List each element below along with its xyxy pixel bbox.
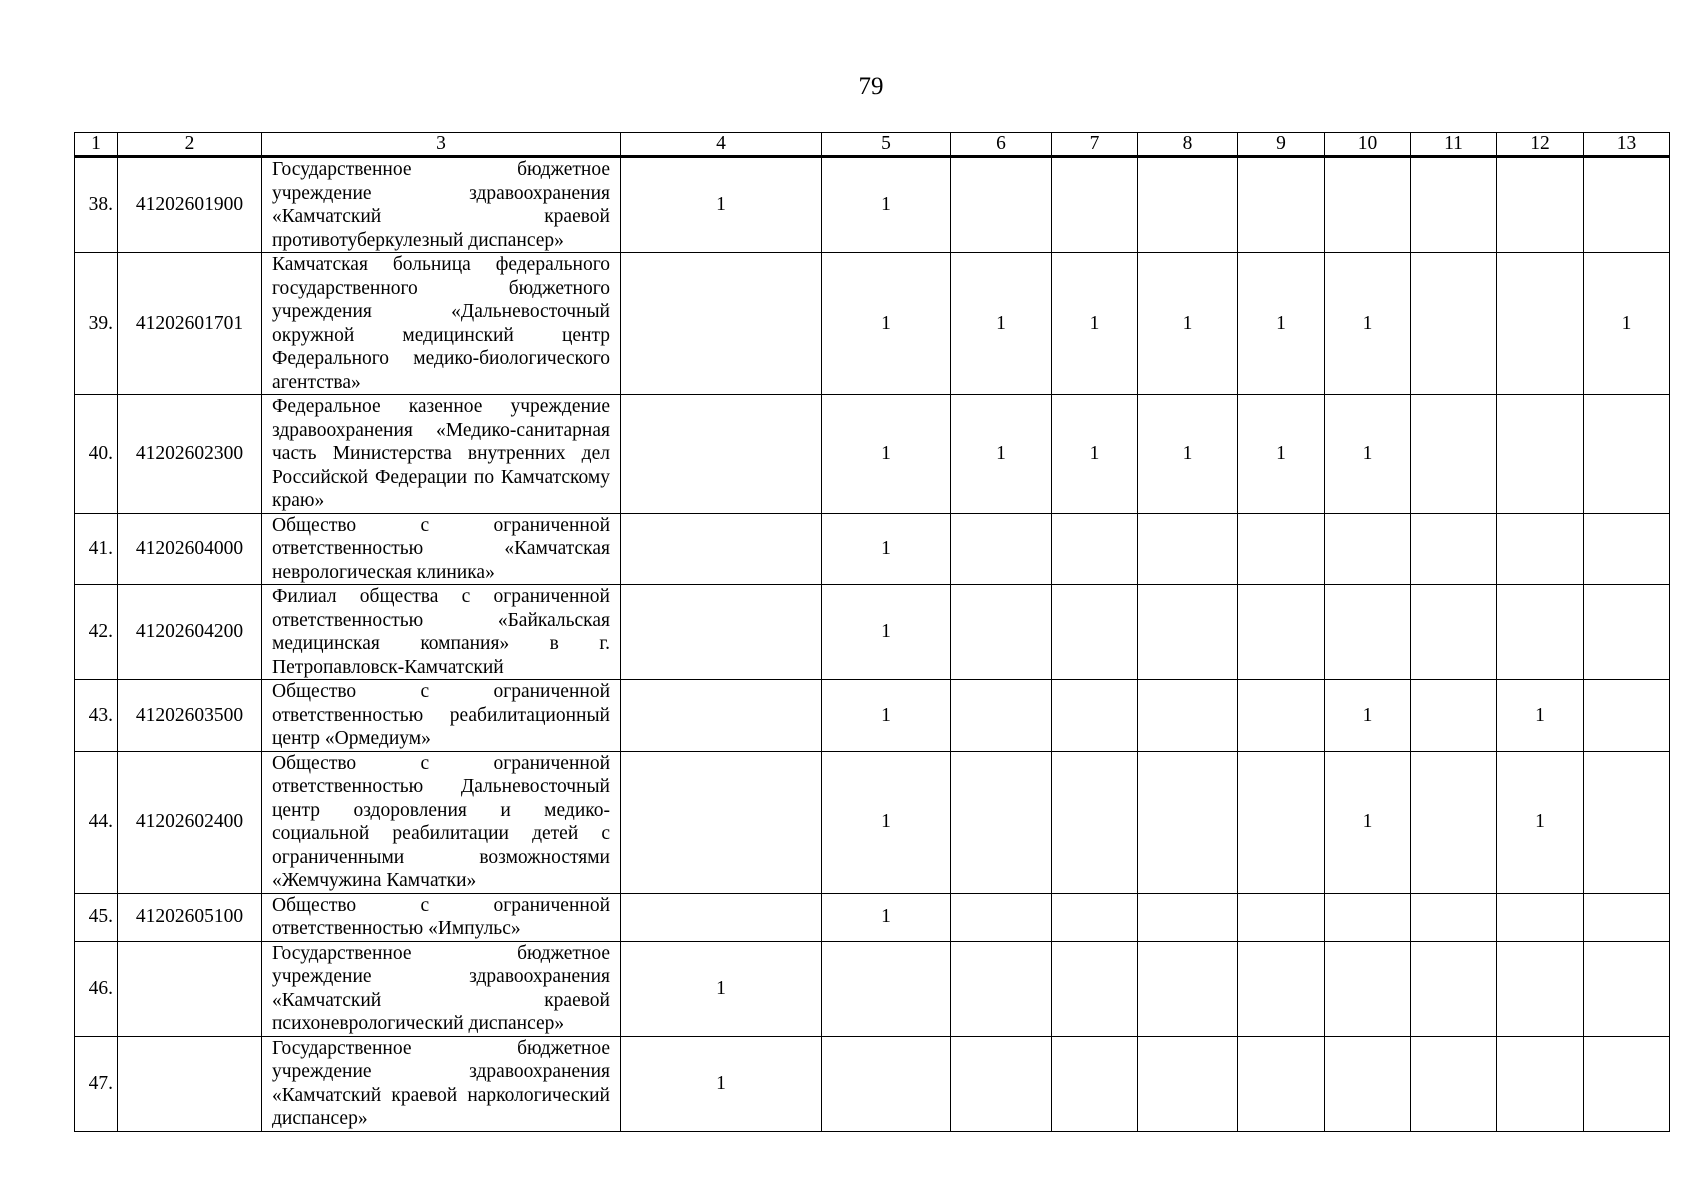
value-cell — [1497, 157, 1584, 253]
page-number: 79 — [858, 73, 884, 100]
header-cell: 8 — [1138, 133, 1238, 157]
value-cell — [1325, 1036, 1411, 1131]
table-row — [75, 893, 1670, 941]
value-cell — [1584, 941, 1670, 1036]
row-number: 43. — [75, 680, 118, 752]
row-number: 38. — [75, 157, 118, 253]
value-cell — [951, 680, 1052, 752]
value-cell: 1 — [1325, 751, 1411, 893]
institution-name: Государственное бюджетное учреждение здравоохранения «Камчатский краевой наркологический диспансер» — [262, 1036, 621, 1131]
value-cell — [621, 585, 822, 680]
value-cell: 1 — [1138, 253, 1238, 395]
table-row — [75, 253, 1670, 395]
value-cell — [1497, 893, 1584, 941]
value-cell — [1052, 680, 1138, 752]
institution-name: Общество с ограниченной ответственностью «Импульс» — [262, 893, 621, 941]
table-row — [75, 157, 1670, 253]
table-row — [75, 585, 1670, 680]
value-cell — [1238, 513, 1325, 585]
institution-code: 41202603500 — [118, 680, 262, 752]
institution-code: 41202604200 — [118, 585, 262, 680]
value-cell: 1 — [1325, 680, 1411, 752]
value-cell — [1052, 513, 1138, 585]
value-cell: 1 — [951, 253, 1052, 395]
value-cell — [1411, 513, 1497, 585]
value-cell — [1584, 751, 1670, 893]
row-number: 45. — [75, 893, 118, 941]
row-number: 40. — [75, 395, 118, 514]
row-number: 41. — [75, 513, 118, 585]
value-cell: 1 — [822, 893, 951, 941]
table-row — [75, 513, 1670, 585]
value-cell: 1 — [621, 157, 822, 253]
value-cell — [621, 253, 822, 395]
institution-code: 41202602300 — [118, 395, 262, 514]
row-number: 47. — [75, 1036, 118, 1131]
value-cell — [1238, 1036, 1325, 1131]
value-cell — [1411, 751, 1497, 893]
institutions-table — [74, 132, 1670, 1132]
value-cell — [621, 395, 822, 514]
value-cell — [1138, 680, 1238, 752]
value-cell: 1 — [822, 585, 951, 680]
institution-name: Федеральное казенное учреждение здравоохранения «Медико-санитарная часть Министерства внутренних дел Российской Федерации по Камчатскому краю» — [262, 395, 621, 514]
value-cell — [1584, 513, 1670, 585]
institution-name: Общество с ограниченной ответственностью «Камчатская неврологическая клиника» — [262, 513, 621, 585]
header-cell: 2 — [118, 133, 262, 157]
institution-name: Общество с ограниченной ответственностью реабилитационный центр «Ормедиум» — [262, 680, 621, 752]
header-cell: 7 — [1052, 133, 1138, 157]
value-cell: 1 — [1584, 253, 1670, 395]
value-cell — [1325, 157, 1411, 253]
value-cell: 1 — [621, 1036, 822, 1131]
table-row — [75, 395, 1670, 514]
value-cell — [1238, 585, 1325, 680]
value-cell — [822, 1036, 951, 1131]
value-cell — [1497, 253, 1584, 395]
value-cell: 1 — [951, 395, 1052, 514]
row-number: 42. — [75, 585, 118, 680]
value-cell — [1497, 513, 1584, 585]
value-cell — [822, 941, 951, 1036]
value-cell — [951, 751, 1052, 893]
value-cell — [621, 893, 822, 941]
value-cell — [1052, 585, 1138, 680]
value-cell — [1411, 585, 1497, 680]
value-cell — [1411, 680, 1497, 752]
value-cell: 1 — [822, 253, 951, 395]
value-cell — [1238, 680, 1325, 752]
value-cell — [1238, 893, 1325, 941]
row-number: 44. — [75, 751, 118, 893]
value-cell — [1411, 893, 1497, 941]
value-cell: 1 — [1238, 395, 1325, 514]
value-cell — [1411, 157, 1497, 253]
header-cell: 4 — [621, 133, 822, 157]
value-cell: 1 — [1325, 253, 1411, 395]
value-cell: 1 — [1052, 253, 1138, 395]
value-cell — [1497, 941, 1584, 1036]
value-cell — [1325, 585, 1411, 680]
value-cell — [1411, 253, 1497, 395]
table-row — [75, 680, 1670, 752]
value-cell: 1 — [822, 680, 951, 752]
value-cell: 1 — [1052, 395, 1138, 514]
institution-code: 41202601701 — [118, 253, 262, 395]
value-cell — [1138, 513, 1238, 585]
institution-name: Государственное бюджетное учреждение здравоохранения «Камчатский краевой психоневрологический диспансер» — [262, 941, 621, 1036]
value-cell — [1497, 395, 1584, 514]
institution-code: 41202605100 — [118, 893, 262, 941]
value-cell: 1 — [822, 157, 951, 253]
value-cell — [1138, 157, 1238, 253]
value-cell — [1238, 751, 1325, 893]
value-cell — [621, 513, 822, 585]
value-cell: 1 — [621, 941, 822, 1036]
value-cell: 1 — [822, 513, 951, 585]
value-cell — [1138, 941, 1238, 1036]
value-cell — [1138, 751, 1238, 893]
header-cell: 5 — [822, 133, 951, 157]
value-cell — [621, 680, 822, 752]
header-cell: 6 — [951, 133, 1052, 157]
header-cell: 11 — [1411, 133, 1497, 157]
header-row — [75, 133, 1670, 157]
value-cell — [1497, 1036, 1584, 1131]
value-cell — [1138, 1036, 1238, 1131]
value-cell: 1 — [1497, 751, 1584, 893]
institution-code: 41202604000 — [118, 513, 262, 585]
row-number: 39. — [75, 253, 118, 395]
value-cell — [1052, 751, 1138, 893]
row-number: 46. — [75, 941, 118, 1036]
value-cell — [1411, 941, 1497, 1036]
institution-name: Государственное бюджетное учреждение здравоохранения «Камчатский краевой противотуберкулезный диспансер» — [262, 157, 621, 253]
header-cell: 9 — [1238, 133, 1325, 157]
value-cell — [1052, 157, 1138, 253]
header-cell: 12 — [1497, 133, 1584, 157]
value-cell — [951, 513, 1052, 585]
value-cell: 1 — [1497, 680, 1584, 752]
institution-code: 41202602400 — [118, 751, 262, 893]
value-cell: 1 — [822, 395, 951, 514]
header-cell: 13 — [1584, 133, 1670, 157]
value-cell — [1238, 941, 1325, 1036]
institution-name: Филиал общества с ограниченной ответственностью «Байкальская медицинская компания» в г. Петропавловск-Камчатский — [262, 585, 621, 680]
value-cell — [1052, 1036, 1138, 1131]
institution-code: 41202601900 — [118, 157, 262, 253]
value-cell: 1 — [1138, 395, 1238, 514]
value-cell — [1584, 893, 1670, 941]
header-cell: 1 — [75, 133, 118, 157]
value-cell — [1325, 941, 1411, 1036]
value-cell — [951, 941, 1052, 1036]
header-cell: 10 — [1325, 133, 1411, 157]
value-cell — [1325, 513, 1411, 585]
institution-name: Общество с ограниченной ответственностью Дальневосточный центр оздоровления и медико-социальной реабилитации детей с ограниченными возможностями «Жемчужина Камчатки» — [262, 751, 621, 893]
table-row — [75, 941, 1670, 1036]
value-cell — [1325, 893, 1411, 941]
value-cell — [1411, 395, 1497, 514]
value-cell — [1584, 157, 1670, 253]
header-cell: 3 — [262, 133, 621, 157]
value-cell — [1052, 893, 1138, 941]
value-cell — [1584, 395, 1670, 514]
value-cell — [951, 585, 1052, 680]
value-cell — [1138, 893, 1238, 941]
value-cell — [951, 157, 1052, 253]
value-cell — [951, 1036, 1052, 1131]
institution-code — [118, 1036, 262, 1131]
table-row — [75, 1036, 1670, 1131]
value-cell — [1584, 1036, 1670, 1131]
value-cell: 1 — [822, 751, 951, 893]
value-cell — [1584, 585, 1670, 680]
table-row — [75, 751, 1670, 893]
value-cell — [951, 893, 1052, 941]
value-cell — [1497, 585, 1584, 680]
institution-code — [118, 941, 262, 1036]
value-cell — [621, 751, 822, 893]
value-cell — [1584, 680, 1670, 752]
institution-name: Камчатская больница федерального государственного бюджетного учреждения «Дальневосточный окружной медицинский центр Федерального медико-биологического агентства» — [262, 253, 621, 395]
value-cell — [1238, 157, 1325, 253]
value-cell: 1 — [1325, 395, 1411, 514]
value-cell — [1138, 585, 1238, 680]
value-cell: 1 — [1238, 253, 1325, 395]
value-cell — [1052, 941, 1138, 1036]
value-cell — [1411, 1036, 1497, 1131]
